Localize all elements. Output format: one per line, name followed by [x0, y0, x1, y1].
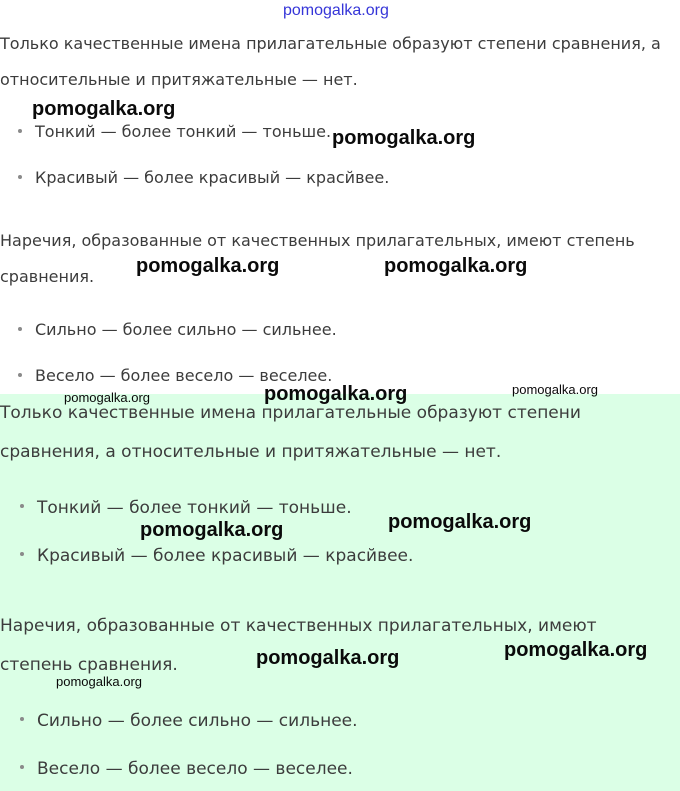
paragraph-adjectives: Только качественные имена прилагательные образуют степени сравнения, а относительные и притяжательные — нет. — [0, 403, 581, 462]
list-item: Весело — более весело — веселее. — [20, 759, 353, 779]
text-block-white — [0, 0, 680, 394]
text-block-green — [0, 394, 680, 791]
bullet-icon — [20, 552, 24, 556]
bullet-icon — [20, 717, 24, 721]
watermark: pomogalka.org — [32, 98, 176, 120]
watermark: pomogalka.org — [504, 639, 648, 661]
list-item: Сильно — более сильно — сильнее. — [20, 711, 358, 731]
bullet-icon — [18, 373, 22, 377]
watermark: pomogalka.org — [140, 519, 284, 541]
watermark: pomogalka.org — [136, 255, 280, 277]
watermark: pomogalka.org — [64, 390, 150, 405]
list-item: Красивый — более красивый — красйвее. — [20, 546, 413, 566]
list-item: Тонкий — более тонкий — тоньше. — [18, 122, 331, 141]
watermark: pomogalka.org — [283, 2, 389, 19]
bullet-icon — [18, 175, 22, 179]
paragraph-adjectives: Только качественные имена прилагательные образуют степени сравнения, а относительные и притяжательные — нет. — [0, 34, 661, 89]
bullet-icon — [20, 765, 24, 769]
bullet-icon — [18, 327, 22, 331]
list-item: Сильно — более сильно — сильнее. — [18, 320, 337, 339]
bullet-icon — [20, 504, 24, 508]
watermark: pomogalka.org — [256, 647, 400, 669]
list-item: Весело — более весело — веселее. — [18, 366, 332, 385]
watermark: pomogalka.org — [264, 383, 408, 405]
list-item: Тонкий — более тонкий — тоньше. — [20, 498, 352, 518]
paragraph-adverbs: Наречия, образованные от качественных прилагательных, имеют степень сравнения. — [0, 616, 597, 675]
list-item: Красивый — более красивый — красйвее. — [18, 168, 389, 187]
watermark: pomogalka.org — [56, 674, 142, 689]
bullet-icon — [18, 129, 22, 133]
paragraph-adverbs: Наречия, образованные от качественных прилагательных, имеют степень сравнения. — [0, 231, 635, 286]
watermark: pomogalka.org — [332, 127, 476, 149]
watermark: pomogalka.org — [512, 382, 598, 397]
watermark: pomogalka.org — [384, 255, 528, 277]
watermark: pomogalka.org — [388, 511, 532, 533]
